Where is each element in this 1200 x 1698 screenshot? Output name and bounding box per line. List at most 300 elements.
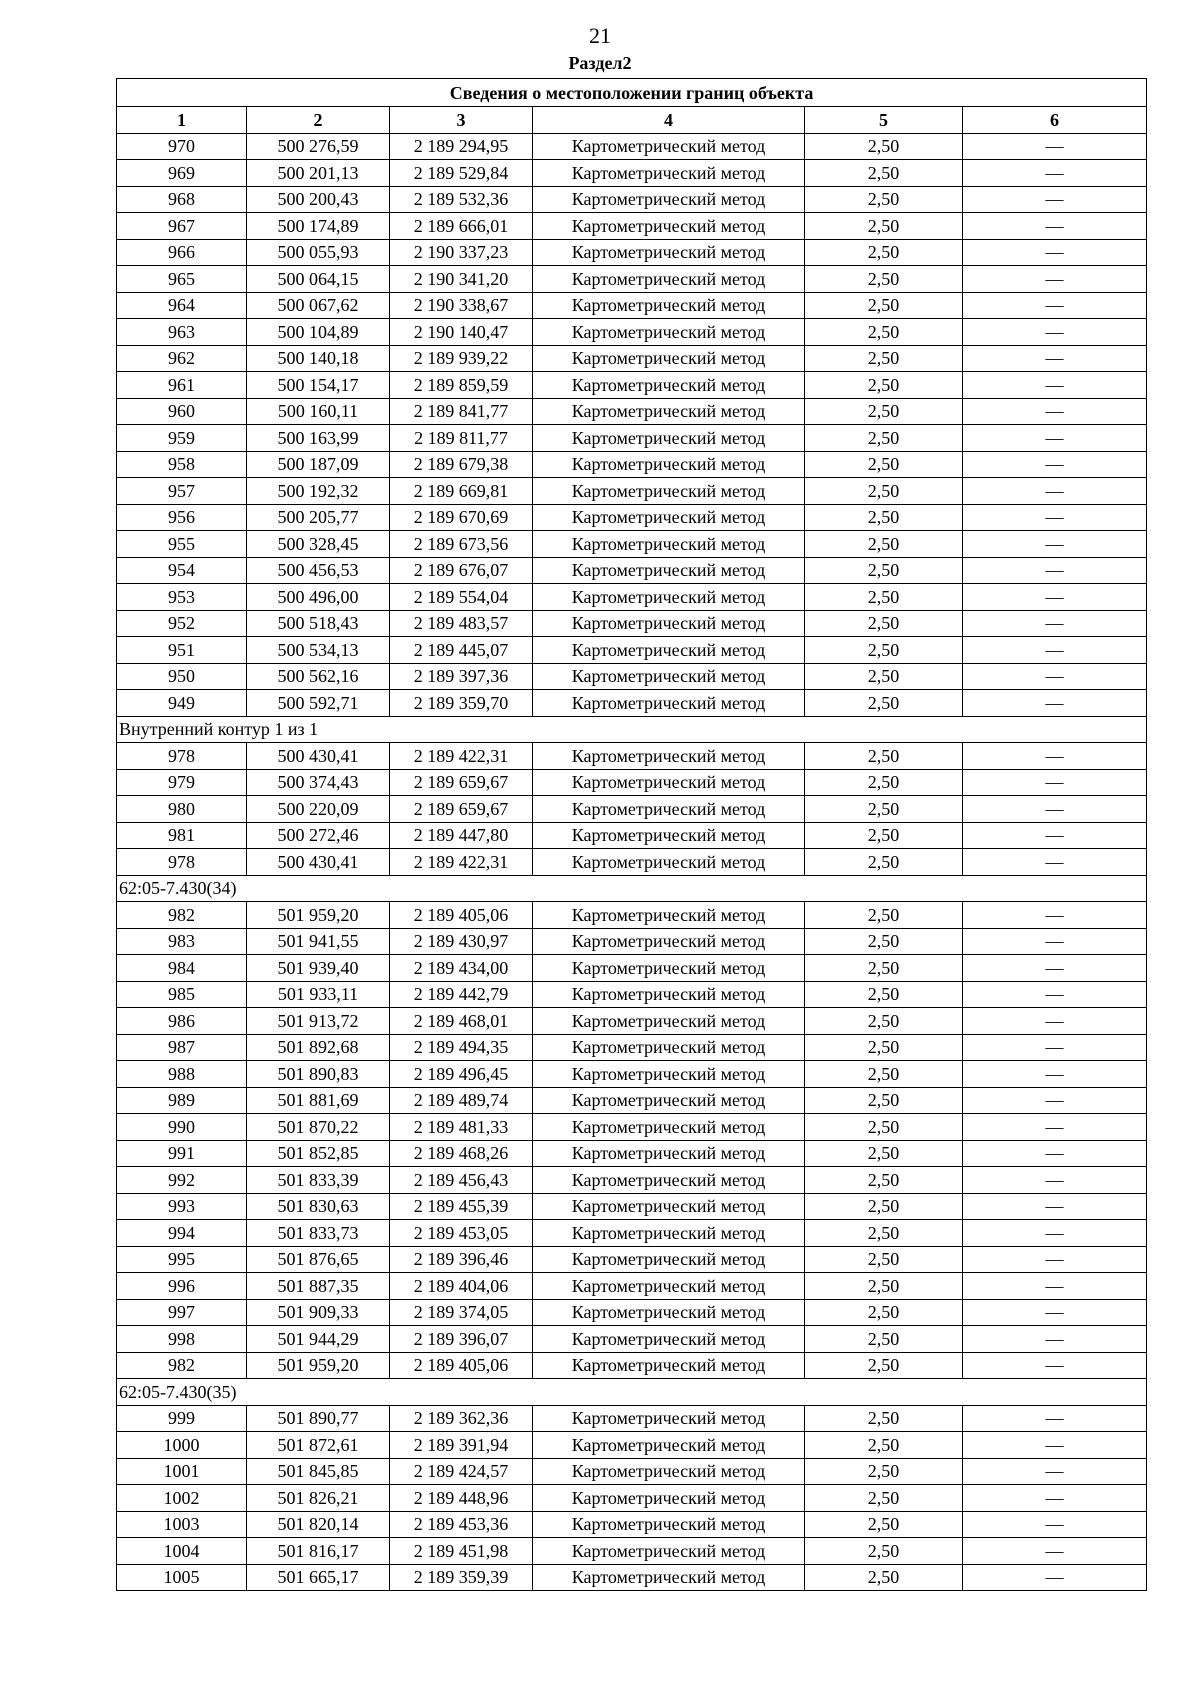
- point-number-cell: 1000: [117, 1432, 247, 1459]
- x-coordinate-cell: 501 876,65: [247, 1246, 390, 1273]
- y-coordinate-cell: 2 189 447,80: [390, 822, 533, 849]
- x-coordinate-cell: 501 830,63: [247, 1193, 390, 1220]
- method-cell: Картометрический метод: [533, 557, 805, 584]
- method-cell: Картометрический метод: [533, 292, 805, 319]
- accuracy-cell: 2,50: [805, 1405, 963, 1432]
- accuracy-cell: 2,50: [805, 1564, 963, 1591]
- description-cell: —: [963, 1008, 1147, 1035]
- y-coordinate-cell: 2 189 453,36: [390, 1511, 533, 1538]
- accuracy-cell: 2,50: [805, 743, 963, 770]
- method-cell: Картометрический метод: [533, 769, 805, 796]
- contour-group-label: 62:05-7.430(34): [117, 875, 1147, 902]
- description-cell: —: [963, 902, 1147, 929]
- x-coordinate-cell: 501 820,14: [247, 1511, 390, 1538]
- accuracy-cell: 2,50: [805, 372, 963, 399]
- description-cell: —: [963, 451, 1147, 478]
- description-cell: —: [963, 160, 1147, 187]
- description-cell: —: [963, 1140, 1147, 1167]
- method-cell: Картометрический метод: [533, 610, 805, 637]
- y-coordinate-cell: 2 189 451,98: [390, 1538, 533, 1565]
- x-coordinate-cell: 501 939,40: [247, 955, 390, 982]
- table-row: [117, 239, 1147, 266]
- description-cell: —: [963, 478, 1147, 505]
- accuracy-cell: 2,50: [805, 796, 963, 823]
- accuracy-cell: 2,50: [805, 1061, 963, 1088]
- point-number-cell: 957: [117, 478, 247, 505]
- x-coordinate-cell: 500 518,43: [247, 610, 390, 637]
- description-cell: —: [963, 1114, 1147, 1141]
- table-row: [117, 531, 1147, 558]
- description-cell: —: [963, 743, 1147, 770]
- y-coordinate-cell: 2 189 481,33: [390, 1114, 533, 1141]
- method-cell: Картометрический метод: [533, 478, 805, 505]
- y-coordinate-cell: 2 190 338,67: [390, 292, 533, 319]
- description-cell: —: [963, 1432, 1147, 1459]
- x-coordinate-cell: 500 201,13: [247, 160, 390, 187]
- y-coordinate-cell: 2 189 456,43: [390, 1167, 533, 1194]
- y-coordinate-cell: 2 189 422,31: [390, 849, 533, 876]
- accuracy-cell: 2,50: [805, 637, 963, 664]
- x-coordinate-cell: 500 064,15: [247, 266, 390, 293]
- y-coordinate-cell: 2 189 359,39: [390, 1564, 533, 1591]
- table-row: [117, 1405, 1147, 1432]
- y-coordinate-cell: 2 189 445,07: [390, 637, 533, 664]
- method-cell: Картометрический метод: [533, 981, 805, 1008]
- point-number-cell: 1001: [117, 1458, 247, 1485]
- x-coordinate-cell: 500 205,77: [247, 504, 390, 531]
- description-cell: —: [963, 1220, 1147, 1247]
- y-coordinate-cell: 2 189 468,26: [390, 1140, 533, 1167]
- point-number-cell: 998: [117, 1326, 247, 1353]
- x-coordinate-cell: 500 534,13: [247, 637, 390, 664]
- method-cell: Картометрический метод: [533, 504, 805, 531]
- x-coordinate-cell: 500 430,41: [247, 849, 390, 876]
- description-cell: —: [963, 663, 1147, 690]
- method-cell: Картометрический метод: [533, 1193, 805, 1220]
- table-row: [117, 1511, 1147, 1538]
- method-cell: Картометрический метод: [533, 213, 805, 240]
- description-cell: —: [963, 531, 1147, 558]
- description-cell: —: [963, 796, 1147, 823]
- point-number-cell: 967: [117, 213, 247, 240]
- accuracy-cell: 2,50: [805, 319, 963, 346]
- description-cell: —: [963, 292, 1147, 319]
- x-coordinate-cell: 500 374,43: [247, 769, 390, 796]
- method-cell: Картометрический метод: [533, 743, 805, 770]
- point-number-cell: 978: [117, 743, 247, 770]
- table-row: [117, 186, 1147, 213]
- accuracy-cell: 2,50: [805, 1511, 963, 1538]
- accuracy-cell: 2,50: [805, 239, 963, 266]
- column-header: 2: [247, 107, 390, 134]
- column-header: 4: [533, 107, 805, 134]
- y-coordinate-cell: 2 189 532,36: [390, 186, 533, 213]
- method-cell: Картометрический метод: [533, 1008, 805, 1035]
- column-header: 6: [963, 107, 1147, 134]
- table-row: [117, 1193, 1147, 1220]
- table-row: [117, 928, 1147, 955]
- accuracy-cell: 2,50: [805, 663, 963, 690]
- table-row: [117, 902, 1147, 929]
- accuracy-cell: 2,50: [805, 1352, 963, 1379]
- table-row: [117, 769, 1147, 796]
- method-cell: Картометрический метод: [533, 663, 805, 690]
- point-number-cell: 968: [117, 186, 247, 213]
- x-coordinate-cell: 500 067,62: [247, 292, 390, 319]
- method-cell: Картометрический метод: [533, 186, 805, 213]
- y-coordinate-cell: 2 189 362,36: [390, 1405, 533, 1432]
- table-row: [117, 213, 1147, 240]
- accuracy-cell: 2,50: [805, 928, 963, 955]
- table-row: [117, 372, 1147, 399]
- x-coordinate-cell: 501 941,55: [247, 928, 390, 955]
- description-cell: —: [963, 1087, 1147, 1114]
- accuracy-cell: 2,50: [805, 1273, 963, 1300]
- y-coordinate-cell: 2 189 489,74: [390, 1087, 533, 1114]
- table-row: [117, 1485, 1147, 1512]
- method-cell: Картометрический метод: [533, 1140, 805, 1167]
- table-body: [117, 133, 1147, 1591]
- x-coordinate-cell: 500 496,00: [247, 584, 390, 611]
- method-cell: Картометрический метод: [533, 849, 805, 876]
- x-coordinate-cell: 500 200,43: [247, 186, 390, 213]
- method-cell: Картометрический метод: [533, 1538, 805, 1565]
- method-cell: Картометрический метод: [533, 1458, 805, 1485]
- x-coordinate-cell: 501 887,35: [247, 1273, 390, 1300]
- y-coordinate-cell: 2 189 841,77: [390, 398, 533, 425]
- description-cell: —: [963, 213, 1147, 240]
- contour-group-row: [117, 716, 1147, 743]
- method-cell: Картометрический метод: [533, 1087, 805, 1114]
- x-coordinate-cell: 501 845,85: [247, 1458, 390, 1485]
- method-cell: Картометрический метод: [533, 531, 805, 558]
- x-coordinate-cell: 500 055,93: [247, 239, 390, 266]
- accuracy-cell: 2,50: [805, 981, 963, 1008]
- method-cell: Картометрический метод: [533, 928, 805, 955]
- method-cell: Картометрический метод: [533, 902, 805, 929]
- y-coordinate-cell: 2 189 666,01: [390, 213, 533, 240]
- table-row: [117, 610, 1147, 637]
- table-row: [117, 637, 1147, 664]
- description-cell: —: [963, 690, 1147, 717]
- accuracy-cell: 2,50: [805, 1246, 963, 1273]
- x-coordinate-cell: 501 892,68: [247, 1034, 390, 1061]
- method-cell: Картометрический метод: [533, 345, 805, 372]
- x-coordinate-cell: 500 456,53: [247, 557, 390, 584]
- y-coordinate-cell: 2 189 659,67: [390, 769, 533, 796]
- description-cell: —: [963, 1167, 1147, 1194]
- y-coordinate-cell: 2 189 422,31: [390, 743, 533, 770]
- table-row: [117, 1087, 1147, 1114]
- description-cell: —: [963, 1193, 1147, 1220]
- accuracy-cell: 2,50: [805, 1034, 963, 1061]
- point-number-cell: 949: [117, 690, 247, 717]
- y-coordinate-cell: 2 189 442,79: [390, 981, 533, 1008]
- point-number-cell: 961: [117, 372, 247, 399]
- accuracy-cell: 2,50: [805, 1193, 963, 1220]
- description-cell: —: [963, 1061, 1147, 1088]
- table-row: [117, 849, 1147, 876]
- accuracy-cell: 2,50: [805, 213, 963, 240]
- x-coordinate-cell: 501 826,21: [247, 1485, 390, 1512]
- column-header: 1: [117, 107, 247, 134]
- table-row: [117, 981, 1147, 1008]
- method-cell: Картометрический метод: [533, 1326, 805, 1353]
- description-cell: —: [963, 345, 1147, 372]
- method-cell: Картометрический метод: [533, 1405, 805, 1432]
- x-coordinate-cell: 500 562,16: [247, 663, 390, 690]
- accuracy-cell: 2,50: [805, 690, 963, 717]
- point-number-cell: 960: [117, 398, 247, 425]
- point-number-cell: 958: [117, 451, 247, 478]
- point-number-cell: 950: [117, 663, 247, 690]
- point-number-cell: 984: [117, 955, 247, 982]
- x-coordinate-cell: 500 192,32: [247, 478, 390, 505]
- x-coordinate-cell: 500 174,89: [247, 213, 390, 240]
- method-cell: Картометрический метод: [533, 266, 805, 293]
- point-number-cell: 988: [117, 1061, 247, 1088]
- method-cell: Картометрический метод: [533, 451, 805, 478]
- table-row: [117, 425, 1147, 452]
- description-cell: —: [963, 955, 1147, 982]
- x-coordinate-cell: 501 833,39: [247, 1167, 390, 1194]
- page-number: 21: [589, 23, 611, 48]
- accuracy-cell: 2,50: [805, 610, 963, 637]
- y-coordinate-cell: 2 189 669,81: [390, 478, 533, 505]
- y-coordinate-cell: 2 189 396,07: [390, 1326, 533, 1353]
- method-cell: Картометрический метод: [533, 425, 805, 452]
- method-cell: Картометрический метод: [533, 319, 805, 346]
- description-cell: —: [963, 133, 1147, 160]
- method-cell: Картометрический метод: [533, 1511, 805, 1538]
- table-row: [117, 663, 1147, 690]
- x-coordinate-cell: 500 272,46: [247, 822, 390, 849]
- x-coordinate-cell: 501 816,17: [247, 1538, 390, 1565]
- table-row: [117, 1458, 1147, 1485]
- y-coordinate-cell: 2 189 529,84: [390, 160, 533, 187]
- y-coordinate-cell: 2 189 859,59: [390, 372, 533, 399]
- point-number-cell: 982: [117, 902, 247, 929]
- point-number-cell: 1005: [117, 1564, 247, 1591]
- description-cell: —: [963, 1246, 1147, 1273]
- y-coordinate-cell: 2 190 140,47: [390, 319, 533, 346]
- method-cell: Картометрический метод: [533, 1564, 805, 1591]
- point-number-cell: 996: [117, 1273, 247, 1300]
- accuracy-cell: 2,50: [805, 1008, 963, 1035]
- point-number-cell: 959: [117, 425, 247, 452]
- accuracy-cell: 2,50: [805, 1326, 963, 1353]
- description-cell: —: [963, 981, 1147, 1008]
- point-number-cell: 1004: [117, 1538, 247, 1565]
- method-cell: Картометрический метод: [533, 133, 805, 160]
- point-number-cell: 979: [117, 769, 247, 796]
- x-coordinate-cell: 500 104,89: [247, 319, 390, 346]
- method-cell: Картометрический метод: [533, 1220, 805, 1247]
- accuracy-cell: 2,50: [805, 902, 963, 929]
- x-coordinate-cell: 501 872,61: [247, 1432, 390, 1459]
- method-cell: Картометрический метод: [533, 1167, 805, 1194]
- y-coordinate-cell: 2 189 811,77: [390, 425, 533, 452]
- point-number-cell: 951: [117, 637, 247, 664]
- table-row: [117, 1008, 1147, 1035]
- contour-group-row: [117, 875, 1147, 902]
- x-coordinate-cell: 501 933,11: [247, 981, 390, 1008]
- table-row: [117, 955, 1147, 982]
- contour-group-row: [117, 1379, 1147, 1406]
- method-cell: Картометрический метод: [533, 372, 805, 399]
- y-coordinate-cell: 2 189 405,06: [390, 902, 533, 929]
- accuracy-cell: 2,50: [805, 1167, 963, 1194]
- accuracy-cell: 2,50: [805, 955, 963, 982]
- y-coordinate-cell: 2 189 391,94: [390, 1432, 533, 1459]
- method-cell: Картометрический метод: [533, 1273, 805, 1300]
- y-coordinate-cell: 2 189 496,45: [390, 1061, 533, 1088]
- point-number-cell: 966: [117, 239, 247, 266]
- point-number-cell: 992: [117, 1167, 247, 1194]
- description-cell: —: [963, 239, 1147, 266]
- table-caption: Сведения о местоположении границ объекта: [117, 79, 1147, 107]
- table-row: [117, 584, 1147, 611]
- accuracy-cell: 2,50: [805, 425, 963, 452]
- table-row: [117, 266, 1147, 293]
- accuracy-cell: 2,50: [805, 504, 963, 531]
- y-coordinate-cell: 2 189 397,36: [390, 663, 533, 690]
- point-number-cell: 1002: [117, 1485, 247, 1512]
- table-row: [117, 1273, 1147, 1300]
- contour-group-label: Внутренний контур 1 из 1: [117, 716, 1147, 743]
- x-coordinate-cell: 500 592,71: [247, 690, 390, 717]
- description-cell: —: [963, 425, 1147, 452]
- table-row: [117, 160, 1147, 187]
- table-row: [117, 1564, 1147, 1591]
- accuracy-cell: 2,50: [805, 1432, 963, 1459]
- accuracy-cell: 2,50: [805, 769, 963, 796]
- description-cell: —: [963, 186, 1147, 213]
- point-number-cell: 970: [117, 133, 247, 160]
- y-coordinate-cell: 2 189 359,70: [390, 690, 533, 717]
- y-coordinate-cell: 2 189 396,46: [390, 1246, 533, 1273]
- point-number-cell: 980: [117, 796, 247, 823]
- description-cell: —: [963, 610, 1147, 637]
- table-row: [117, 822, 1147, 849]
- table-row: [117, 1220, 1147, 1247]
- table-row: [117, 478, 1147, 505]
- table-row: [117, 1352, 1147, 1379]
- x-coordinate-cell: 501 890,77: [247, 1405, 390, 1432]
- y-coordinate-cell: 2 189 453,05: [390, 1220, 533, 1247]
- x-coordinate-cell: 501 913,72: [247, 1008, 390, 1035]
- method-cell: Картометрический метод: [533, 637, 805, 664]
- table-row: [117, 319, 1147, 346]
- description-cell: —: [963, 584, 1147, 611]
- method-cell: Картометрический метод: [533, 239, 805, 266]
- description-cell: —: [963, 1273, 1147, 1300]
- method-cell: Картометрический метод: [533, 1299, 805, 1326]
- method-cell: Картометрический метод: [533, 584, 805, 611]
- accuracy-cell: 2,50: [805, 1458, 963, 1485]
- boundary-coordinates-table: [116, 78, 1147, 1591]
- accuracy-cell: 2,50: [805, 531, 963, 558]
- accuracy-cell: 2,50: [805, 1485, 963, 1512]
- method-cell: Картометрический метод: [533, 1034, 805, 1061]
- accuracy-cell: 2,50: [805, 186, 963, 213]
- accuracy-cell: 2,50: [805, 1299, 963, 1326]
- point-number-cell: 991: [117, 1140, 247, 1167]
- description-cell: —: [963, 1458, 1147, 1485]
- method-cell: Картометрический метод: [533, 1114, 805, 1141]
- description-cell: —: [963, 319, 1147, 346]
- x-coordinate-cell: 501 944,29: [247, 1326, 390, 1353]
- point-number-cell: 983: [117, 928, 247, 955]
- description-cell: —: [963, 1326, 1147, 1353]
- accuracy-cell: 2,50: [805, 822, 963, 849]
- x-coordinate-cell: 500 187,09: [247, 451, 390, 478]
- method-cell: Картометрический метод: [533, 1352, 805, 1379]
- point-number-cell: 952: [117, 610, 247, 637]
- description-cell: —: [963, 928, 1147, 955]
- x-coordinate-cell: 500 276,59: [247, 133, 390, 160]
- y-coordinate-cell: 2 189 430,97: [390, 928, 533, 955]
- y-coordinate-cell: 2 189 468,01: [390, 1008, 533, 1035]
- y-coordinate-cell: 2 189 374,05: [390, 1299, 533, 1326]
- description-cell: —: [963, 1538, 1147, 1565]
- description-cell: —: [963, 1034, 1147, 1061]
- point-number-cell: 953: [117, 584, 247, 611]
- point-number-cell: 956: [117, 504, 247, 531]
- y-coordinate-cell: 2 189 294,95: [390, 133, 533, 160]
- y-coordinate-cell: 2 189 673,56: [390, 531, 533, 558]
- table-row: [117, 1061, 1147, 1088]
- table-row: [117, 1326, 1147, 1353]
- description-cell: —: [963, 637, 1147, 664]
- y-coordinate-cell: 2 189 554,04: [390, 584, 533, 611]
- method-cell: Картометрический метод: [533, 398, 805, 425]
- y-coordinate-cell: 2 189 670,69: [390, 504, 533, 531]
- table-row: [117, 451, 1147, 478]
- x-coordinate-cell: 500 328,45: [247, 531, 390, 558]
- point-number-cell: 986: [117, 1008, 247, 1035]
- point-number-cell: 969: [117, 160, 247, 187]
- table-row: [117, 1034, 1147, 1061]
- x-coordinate-cell: 500 160,11: [247, 398, 390, 425]
- x-coordinate-cell: 500 154,17: [247, 372, 390, 399]
- point-number-cell: 981: [117, 822, 247, 849]
- accuracy-cell: 2,50: [805, 1220, 963, 1247]
- point-number-cell: 995: [117, 1246, 247, 1273]
- table-row: [117, 1114, 1147, 1141]
- table-row: [117, 557, 1147, 584]
- x-coordinate-cell: 500 220,09: [247, 796, 390, 823]
- x-coordinate-cell: 501 881,69: [247, 1087, 390, 1114]
- table-row: [117, 345, 1147, 372]
- point-number-cell: 954: [117, 557, 247, 584]
- y-coordinate-cell: 2 189 483,57: [390, 610, 533, 637]
- column-header: 5: [805, 107, 963, 134]
- description-cell: —: [963, 822, 1147, 849]
- method-cell: Картометрический метод: [533, 822, 805, 849]
- point-number-cell: 990: [117, 1114, 247, 1141]
- y-coordinate-cell: 2 189 405,06: [390, 1352, 533, 1379]
- point-number-cell: 964: [117, 292, 247, 319]
- y-coordinate-cell: 2 190 341,20: [390, 266, 533, 293]
- point-number-cell: 989: [117, 1087, 247, 1114]
- description-cell: —: [963, 1299, 1147, 1326]
- accuracy-cell: 2,50: [805, 451, 963, 478]
- table-row: [117, 1167, 1147, 1194]
- x-coordinate-cell: 501 959,20: [247, 902, 390, 929]
- accuracy-cell: 2,50: [805, 1087, 963, 1114]
- x-coordinate-cell: 501 852,85: [247, 1140, 390, 1167]
